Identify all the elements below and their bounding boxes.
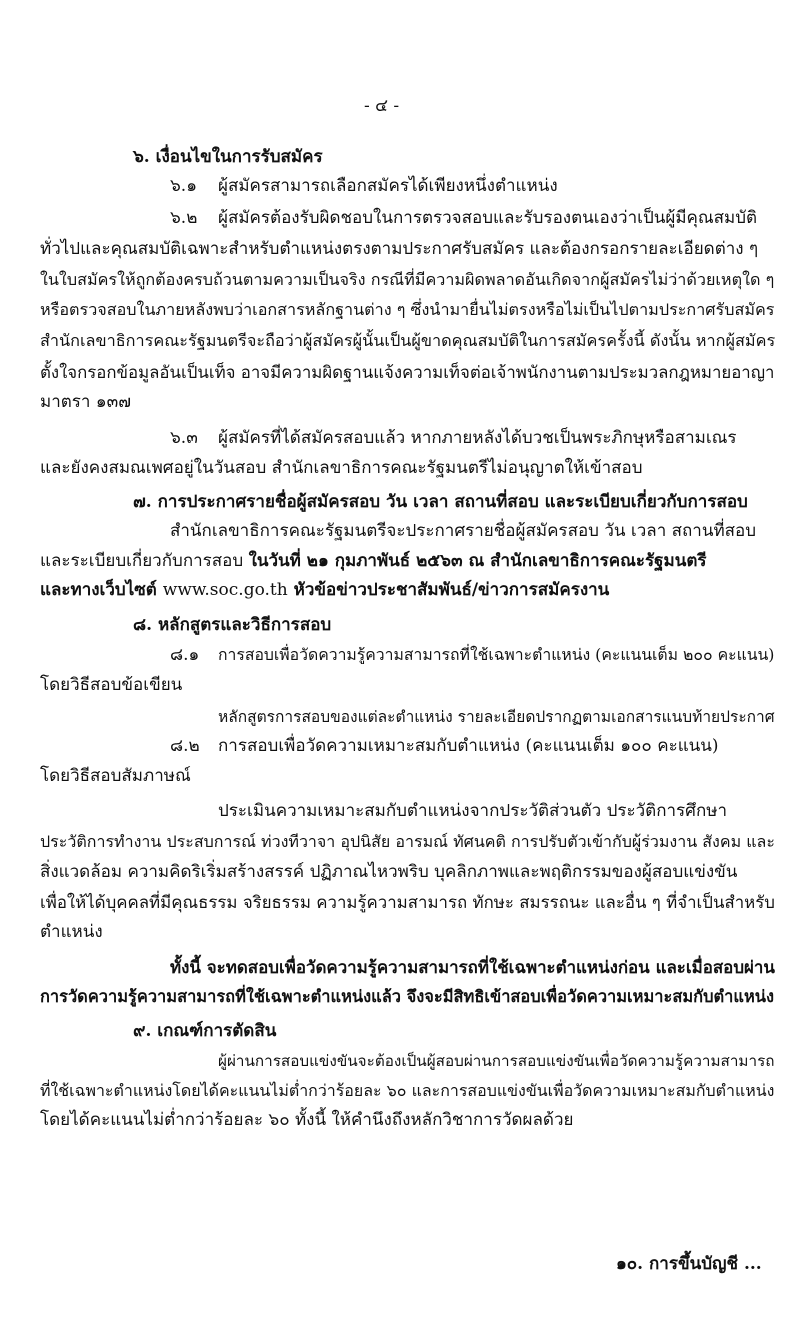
section-7-text: และทางเว็บไซต์ [40, 580, 157, 600]
item-6-2-line: ทั่วไปและคุณสมบัติเฉพาะสำหรับตำแหน่งตรงตามประกาศรับสมัคร และต้องกรอกรายละเอียดต่าง ๆ [40, 239, 759, 259]
section-7-line [40, 578, 609, 602]
item-6-3-number: ๖.๓ [170, 428, 198, 448]
section-8-note: การวัดความรู้ความสามารถที่ใช้เฉพาะตำแหน่งแล้ว จึงจะมีสิทธิเข้าสอบเพื่อวัดความเหมาะสมกับตำแหน่ง [40, 987, 774, 1006]
item-8-1-detail: หลักสูตรการสอบของแต่ละตำแหน่ง รายละเอียดปรากฏตามเอกสารแนบท้ายประกาศ [218, 708, 775, 726]
item-6-1-number: ๖.๑ [170, 176, 197, 196]
section-9-line: ผู้ผ่านการสอบแข่งขันจะต้องเป็นผู้สอบผ่านการสอบแข่งขันเพื่อวัดความรู้ความสามารถ [218, 1052, 775, 1070]
section-7-line [40, 549, 707, 573]
section-7-text: หัวข้อข่าวประชาสัมพันธ์/ข่าวการสมัครงาน [293, 580, 610, 600]
section-9-heading: ๙. เกณฑ์การตัดสิน [133, 1021, 277, 1041]
item-8-1-number: ๘.๑ [170, 645, 200, 665]
item-6-2-line: มาตรา ๑๓๗ [40, 392, 132, 412]
item-8-2-method: โดยวิธีสอบสัมภาษณ์ [40, 766, 191, 786]
item-6-2-line: หรือตรวจสอบในภายหลังพบว่าเอกสารหลักฐานต่าง ๆ ซึ่งนำมายื่นไม่ตรงหรือไม่เป็นไปตามประกาศรับสมัคร [40, 300, 775, 319]
section-9-line: โดยได้คะแนนไม่ต่ำกว่าร้อยละ ๖๐ ทั้งนี้ ให้คำนึงถึงหลักวิชาการวัดผลด้วย [40, 1110, 574, 1130]
next-page-reference: ๑๐. การขึ้นบัญชี ... [616, 1254, 762, 1274]
item-6-2-line: ในใบสมัครให้ถูกต้องครบถ้วนตามความเป็นจริง กรณีที่มีความผิดพลาดอันเกิดจากผู้สมัครไม่ว่าด้วยเหตุใด ๆ [40, 270, 775, 289]
item-8-1-method: โดยวิธีสอบข้อเขียน [40, 675, 183, 695]
item-8-2-line: สิ่งแวดล้อม ความคิดริเริ่มสร้างสรรค์ ปฏิภาณไหวพริบ บุคลิกภาพและพฤติกรรมของผู้สอบแข่งขัน [40, 862, 738, 882]
item-8-1-text: การสอบเพื่อวัดความรู้ความสามารถที่ใช้เฉพาะตำแหน่ง (คะแนนเต็ม ๒๐๐ คะแนน) [218, 645, 775, 664]
announcement-date: ในวันที่ ๒๑ กุมภาพันธ์ ๒๕๖๓ ณ สำนักเลขาธิการคณะรัฐมนตรี [248, 551, 707, 571]
section-9-line: ที่ใช้เฉพาะตำแหน่งโดยได้คะแนนไม่ต่ำกว่าร้อยละ ๖๐ และการสอบแข่งขันเพื่อวัดความเหมาะสมกับตำแหน่ง [40, 1081, 775, 1100]
item-6-2-number: ๖.๒ [170, 208, 198, 228]
section-7-text: และระเบียบเกี่ยวกับการสอบ [40, 551, 244, 571]
section-8-note: ทั้งนี้ จะทดสอบเพื่อวัดความรู้ความสามารถที่ใช้เฉพาะตำแหน่งก่อน และเมื่อสอบผ่าน [170, 957, 775, 977]
item-8-2-line: ตำแหน่ง [40, 922, 103, 942]
section-7-line: สำนักเลขาธิการคณะรัฐมนตรีจะประกาศรายชื่อผู้สมัครสอบ วัน เวลา สถานที่สอบ [170, 521, 757, 541]
website-url: www.soc.go.th [162, 580, 288, 600]
section-8-heading: ๘. หลักสูตรและวิธีการสอบ [133, 615, 332, 635]
section-6-heading: ๖. เงื่อนไขในการรับสมัคร [133, 147, 323, 167]
item-8-2-text: การสอบเพื่อวัดความเหมาะสมกับตำแหน่ง (คะแนนเต็ม ๑๐๐ คะแนน) [218, 736, 719, 756]
item-6-3-line: ผู้สมัครที่ได้สมัครสอบแล้ว หากภายหลังได้บวชเป็นพระภิกษุหรือสามเณร [218, 428, 737, 448]
item-6-2-line: สำนักเลขาธิการคณะรัฐมนตรีจะถือว่าผู้สมัครผู้นั้นเป็นผู้ขาดคุณสมบัติในการสมัครครั้งนี้ ดังนั้น หากผู้สมัคร [40, 331, 776, 350]
item-6-1-text: ผู้สมัครสามารถเลือกสมัครได้เพียงหนึ่งตำแหน่ง [218, 176, 558, 196]
item-8-2-number: ๘.๒ [170, 736, 200, 756]
item-6-2-line: ผู้สมัครต้องรับผิดชอบในการตรวจสอบและรับรองตนเองว่าเป็นผู้มีคุณสมบัติ [218, 208, 758, 228]
page-number: - ๔ - [364, 96, 400, 116]
section-7-heading: ๗. การประกาศรายชื่อผู้สมัครสอบ วัน เวลา สถานที่สอบ และระเบียบเกี่ยวกับการสอบ [133, 492, 748, 512]
item-8-2-line: ประวัติการทำงาน ประสบการณ์ ท่วงทีวาจา อุปนิสัย อารมณ์ ทัศนคติ การปรับตัวเข้ากับผู้ร่วมงาน สังคม และ [40, 832, 775, 851]
item-8-2-line: เพื่อให้ได้บุคคลที่มีคุณธรรม จริยธรรม ความรู้ความสามารถ ทักษะ สมรรถนะ และอื่น ๆ ที่จำเป็นสำหรับ [40, 892, 775, 912]
item-6-3-line: และยังคงสมณเพศอยู่ในวันสอบ สำนักเลขาธิการคณะรัฐมนตรีไม่อนุญาตให้เข้าสอบ [40, 458, 643, 478]
item-8-2-line: ประเมินความเหมาะสมกับตำแหน่งจากประวัติส่วนตัว ประวัติการศึกษา [218, 801, 728, 821]
item-6-2-line: ตั้งใจกรอกข้อมูลอันเป็นเท็จ อาจมีความผิดฐานแจ้งความเท็จต่อเจ้าพนักงานตามประมวลกฎหมายอาญา [40, 362, 775, 382]
